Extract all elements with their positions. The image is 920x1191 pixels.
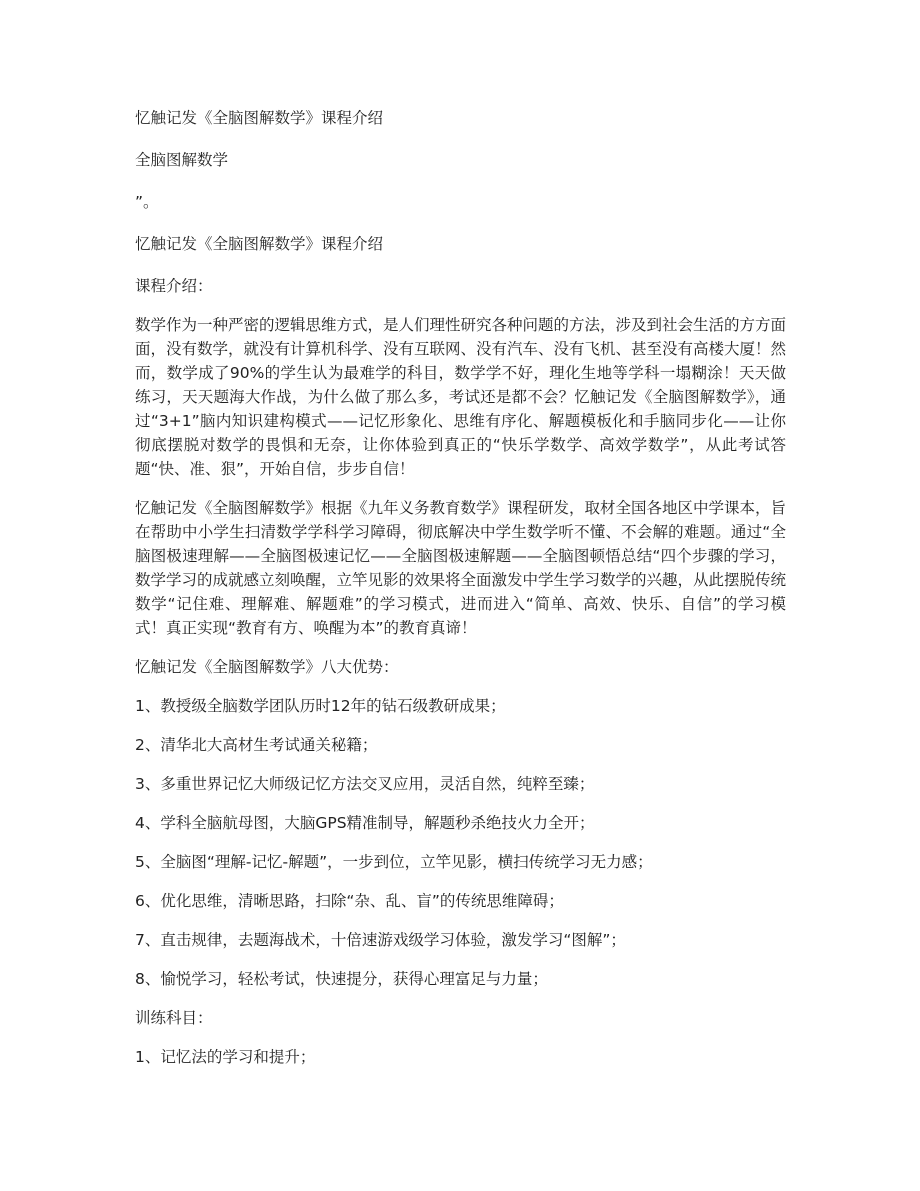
document-subtitle: 全脑图解数学 [135,151,229,169]
training-list [135,1045,786,1069]
intro-paragraph: 数学作为一种严密的逻辑思维方式，是人们理性研究各种问题的方法，涉及到社会生活的方方面面，没有数学，就没有计算机科学、没有互联网、没有汽车、没有飞机、甚至没有高楼大厦！然而，数学成了90%的学生认为最难学的科目，数学学不好，理化生地等学科一塌糊涂！天天做练习，天天题海大作战，为什么做了那么多，考试还是都不会？忆触记发《全脑图解数学》，通过“3+1”脑内知识建构模式——记忆形象化、思维有序化、解题模板化和手脑同步化——让你彻底摆脱对数学的畏惧和无奈，让你体验到真正的“快乐学数学、高效学数学”，从此考试答题“快、准、狠”，开始自信，步步自信！ [135,316,787,478]
list-item: 2、清华北大高材生考试通关秘籍； [135,736,378,754]
document-title: 忆触记发《全脑图解数学》课程介绍 [135,109,384,127]
list-item: 8、愉悦学习，轻松考试，快速提分，获得心理富足与力量； [135,970,548,988]
advantages-list [135,694,786,991]
curriculum-paragraph: 忆触记发《全脑图解数学》根据《九年义务教育数学》课程研发，取材全国各地区中学课本，旨在帮助中小学生扫清数学学科学习障碍，彻底解决中学生数学听不懂、不会解的难题。通过“全脑图极速理解——全脑图极速记忆——全脑图极速解题——全脑图顿悟总结“四个步骤的学习，数学学习的成就感立刻唤醒，立竿见影的效果将全面激发中学生学习数学的兴趣，从此摆脱传统数学“记住难、理解难、解题难”的学习模式，进而进入“简单、高效、快乐、自信”的学习模式！真正实现“教育有方、唤醒为本”的教育真谛！ [135,499,787,637]
stray-punctuation: ”。 [135,193,159,211]
advantages-heading: 忆触记发《全脑图解数学》八大优势： [135,658,399,676]
list-item: 7、直击规律，去题海战术，十倍速游戏级学习体验，激发学习“图解”； [135,931,626,949]
training-heading: 训练科目： [135,1009,213,1027]
intro-heading: 课程介绍： [135,277,213,295]
list-item: 3、多重世界记忆大师级记忆方法交叉应用，灵活自然，纯粹至臻； [135,775,595,793]
list-item: 1、教授级全脑数学团队历时12年的钻石级教研成果； [135,697,506,715]
list-item: 6、优化思维，清晰思路，扫除“杂、乱、盲”的传统思维障碍； [135,892,564,910]
list-item: 4、学科全脑航母图，大脑GPS精准制导，解题秒杀绝技火力全开； [135,814,595,832]
list-item: 1、记忆法的学习和提升； [135,1048,316,1066]
list-item: 5、全脑图“理解-记忆-解题”，一步到位，立竿见影，横扫传统学习无力感； [135,853,653,871]
document-title-repeat: 忆触记发《全脑图解数学》课程介绍 [135,235,384,253]
